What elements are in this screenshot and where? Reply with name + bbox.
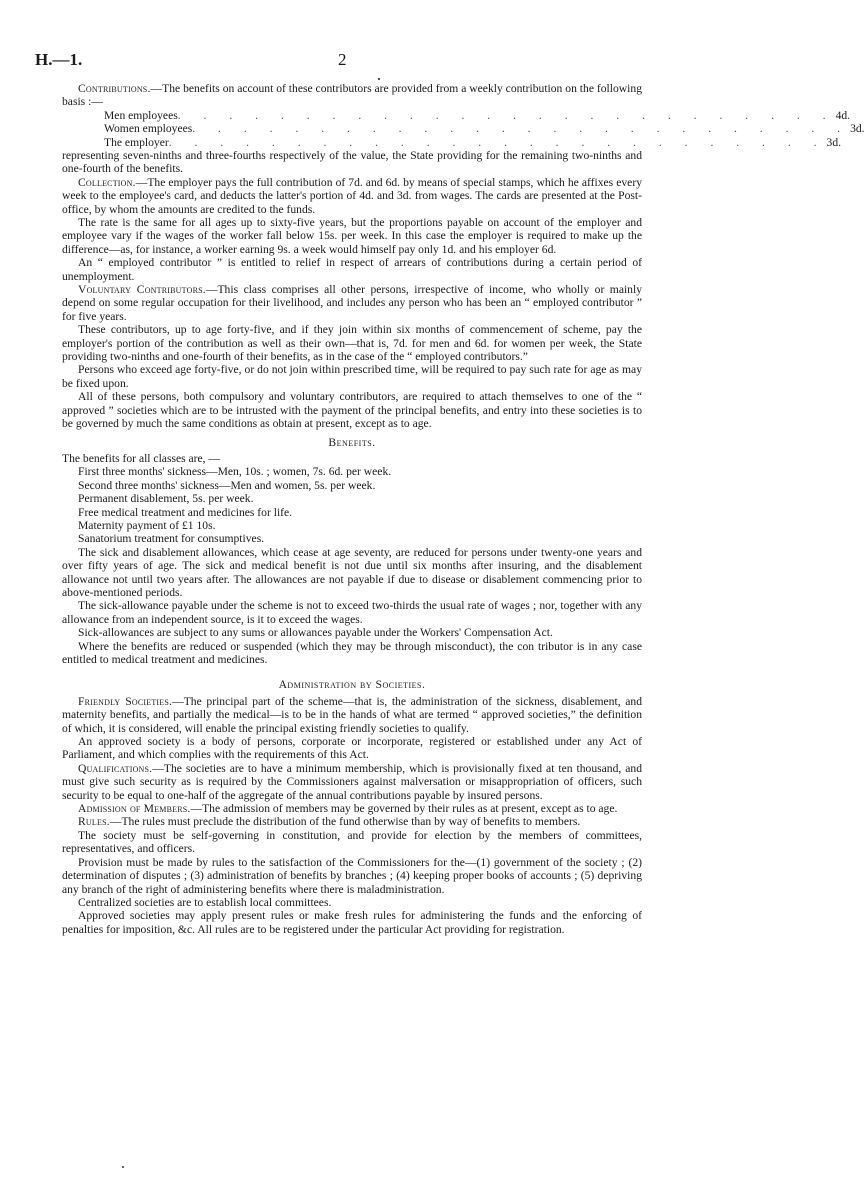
benefits-list — [78, 465, 642, 545]
paragraph: The rate is the same for all ages up to sixty-five years, but the proportions payable on account of the employer and employee vary if the wages of the worker fall below 15s. per week. In this case the employer is required to make up the difference—as, for instance, a worker earning 9s. a week would himself pay only 1d. and his employer 6d. — [62, 216, 642, 256]
leader-dots: . . . . . . . . . . . . . . . . . . . . . . . . . . — [177, 108, 836, 122]
leader-dots: . . . . . . . . . . . . . . . . . . . . . . . . . . — [168, 135, 827, 149]
paragraph: Where the benefits are reduced or suspended (which they may be through misconduct), the con tributor is in any case entitled to medical treatment and medicines. — [62, 639, 642, 667]
paragraph: All of these persons, both compulsory and voluntary contributors, are required to attach themselves to one of the “ approved ” societies which are to be intrusted with the payment of the principal benefits, and entry into these societies is to be governed by much the same conditions as obtain at present, except as to age. — [62, 390, 642, 431]
paragraph: Approved societies may apply present rules or make fresh rules for administering the funds and the enforcing of penalties for imposition, &c. All rules are to be registered under the particular Act providing for registration. — [62, 909, 642, 936]
rate-label: The employer — [104, 135, 169, 149]
contribution-rates-table — [104, 108, 865, 149]
paragraph: An approved society is a body of persons, corporate or incorporate, registered or established under any Act of Parliament, and which complies with the requirements of this Act. — [62, 735, 642, 762]
page-number: 2 — [338, 50, 347, 69]
list-item: Free medical treatment and medicines for life. — [78, 505, 293, 519]
paragraph: An “ employed contributor ” is entitled to relief in respect of arrears of contributions during a certain period of unemployment. — [62, 256, 642, 283]
section-heading-administration: Administration by Societies. — [278, 678, 426, 692]
section-heading-benefits: Benefits. — [328, 435, 376, 449]
run-in-heading: Collection. — [78, 175, 136, 189]
rate-label: Women employees — [104, 122, 193, 136]
rate-value: 3d. — [850, 122, 865, 136]
body-text — [62, 82, 865, 936]
report-reference: H.—1. — [35, 50, 83, 69]
run-in-heading: Admission of Members. — [78, 802, 191, 816]
paragraph: The sick and disablement allowances, which cease at age seventy, are reduced for persons under twenty-one years and over fifty years of age. The sick and medical benefit is not due until six months after insuring, and the disablement allowance not until two years after. The allowances are not payable if due to disease or disablement commencing prior to above-mentioned periods. — [62, 545, 642, 599]
list-item: First three months' sickness—Men, 10s. ; women, 7s. 6d. per week. — [78, 465, 392, 479]
paragraph: The society must be self-governing in constitution, and provide for election by the members of committees, representatives, and officers. — [62, 828, 642, 856]
print-mark — [122, 1166, 124, 1168]
paragraph-voluntary: Voluntary Contributors.—This class comprises all other persons, irrespective of income, who wholly or mainly depend on some regular occupation for their livelihood, and includes any person who has been an “ employed contributor ” for five years. — [62, 283, 643, 323]
paragraph: Centralized societies are to establish local committees. — [78, 895, 332, 909]
rate-row — [104, 135, 842, 149]
list-item: Second three months' sickness—Men and women, 5s. per week. — [78, 478, 376, 492]
rate-value: 3d. — [826, 135, 842, 149]
paragraph: These contributors, up to age forty-five, and if they join within six months of commencement of scheme, pay the employer's portion of the contribution as well as their own—that is, 7d. for men and 6d. for women per week, the State providing two-ninths and one-fourth of their benefits, as in the case of the “ employed contributors.” — [62, 323, 642, 364]
print-mark — [378, 78, 380, 80]
run-in-heading: Voluntary Contributors. — [78, 283, 206, 297]
rate-row — [104, 108, 851, 122]
paragraph-collection: Collection.—The employer pays the full contribution of 7d. and 6d. by means of special stamps, which he affixes every week to the employee's card, and deducts the latter's portion of 4d. and 3d. from wages. The cards are presented at the Post-office, by whom the amounts are credited to the funds. — [62, 175, 642, 216]
list-item: Permanent disablement, 5s. per week. — [78, 492, 254, 506]
paragraph: Sick-allowances are subject to any sums or allowances payable under the Workers' Compensation Act. — [78, 626, 553, 640]
list-item: Sanatorium treatment for consumptives. — [78, 532, 265, 546]
run-in-heading: Qualifications. — [78, 761, 153, 775]
paragraph-rules: Rules.—The rules must preclude the distribution of the fund otherwise than by way of benefits to members. — [78, 815, 581, 829]
rate-value: 4d. — [835, 108, 851, 122]
paragraph: Persons who exceed age forty-five, or do not join within prescribed time, will be required to pay such rate for age as may be fixed upon. — [62, 363, 642, 390]
list-item: Maternity payment of £1 10s. — [78, 518, 216, 532]
leader-dots: . . . . . . . . . . . . . . . . . . . . . . . . . . — [192, 122, 851, 136]
run-in-heading: Contributions. — [78, 82, 151, 95]
paragraph-friendly-societies: Friendly Societies.—The principal part of the scheme—that is, the administration of the sickness, disablement, and maternity benefits, and partially the medical—is to be in the hands of what are termed “ approved societies,” the definition of which, it is considered, will enable the principal existing friendly societies to qualify. — [62, 694, 642, 735]
paragraph: Provision must be made by rules to the satisfaction of the Commissioners for the—(1) government of the society ; (2) determination of disputes ; (3) administration of benefits by branches ; (4) keeping proper books of accounts ; (5) depriving any branch of the right of administering benefits where there is maladministration. — [62, 855, 642, 896]
paragraph-contributions: Contributions.—The benefits on account of these contributors are provided from a weekly contribution on the following basis :— — [62, 82, 642, 109]
run-in-heading: Rules. — [78, 815, 110, 829]
paragraph-admission: Admission of Members.—The admission of members may be governed by their rules as at present, except as to age. — [78, 802, 618, 816]
run-in-heading: Friendly Societies. — [78, 694, 173, 708]
paragraph: The sick-allowance payable under the scheme is not to exceed two-thirds the usual rate of wages ; nor, together with any allowance from an independent source, is it to exceed the wages. — [62, 599, 642, 626]
rate-row — [104, 122, 865, 136]
rate-label: Men employees — [104, 108, 178, 122]
paragraph-qualifications: Qualifications.—The societies are to have a minimum membership, which is provisionally fixed at ten thousand, and must give such security as is required by the Commissioners against malversation or misappropriation of officers, such security to be equal to one-half of the aggregate of the annual contributions payable by insured persons. — [62, 761, 642, 802]
paragraph: The benefits for all classes are, — — [62, 451, 221, 465]
paragraph: representing seven-ninths and three-fourths respectively of the value, the State providing for the remaining two-ninths and one-fourth of the benefits. — [62, 148, 642, 176]
